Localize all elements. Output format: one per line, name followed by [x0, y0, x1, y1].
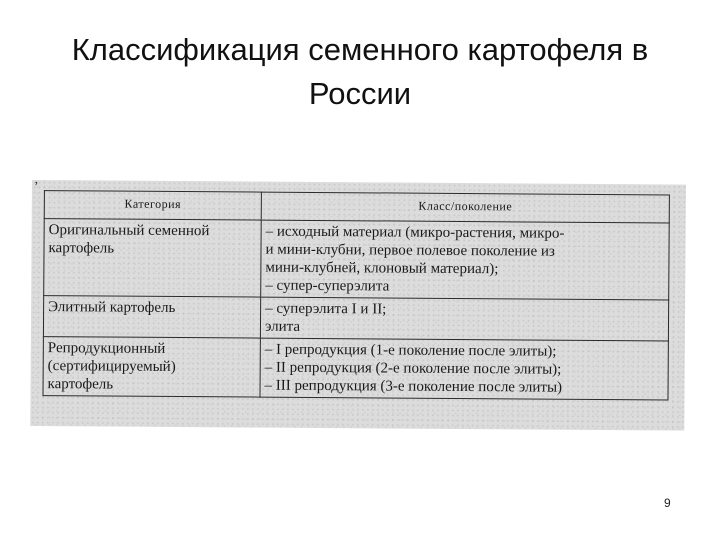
slide-title-line-2: России	[308, 76, 412, 111]
class-cell	[260, 297, 668, 341]
cell-line: и мини-клубни, первое полевое поколение из	[265, 241, 555, 260]
table-row	[44, 219, 670, 300]
cell-line: – III репродукция (3-е поколение после элиты)	[264, 377, 563, 396]
scan-mark: ʼ	[33, 180, 39, 196]
class-cell	[260, 338, 668, 400]
cell-line: картофель	[47, 376, 114, 393]
slide-title-line-1: Классификация семенного картофеля в	[71, 32, 649, 67]
category-cell	[43, 337, 260, 398]
slide-title	[40, 28, 680, 116]
cell-line: Элитный картофель	[48, 299, 176, 317]
class-cell	[261, 220, 670, 300]
cell-line: (сертифицируемый)	[47, 358, 176, 376]
table-header-row	[44, 191, 669, 223]
table-row	[43, 337, 668, 400]
cell-line: Оригинальный семенной	[48, 222, 210, 240]
cell-line: элита	[264, 318, 301, 335]
header-category: Категория	[44, 191, 261, 221]
cell-line: Репродукционный	[47, 340, 166, 357]
header-class: Класс/поколение	[261, 192, 669, 223]
cell-line: – суперэлита I и II;	[265, 300, 387, 318]
category-cell	[44, 219, 262, 298]
cell-line: – исходный материал (микро-растения, микро-	[265, 223, 565, 242]
table-row	[43, 296, 668, 341]
cell-line: – II репродукция (2-е поколение после элиты);	[264, 359, 562, 378]
category-cell	[43, 296, 260, 339]
cell-line: – супер-суперэлита	[265, 277, 390, 295]
cell-line: мини-клубней, клоновый материал);	[265, 259, 499, 278]
cell-line: – I репродукция (1-е поколение после элиты);	[264, 341, 557, 360]
classification-table	[42, 190, 669, 400]
cell-line: картофель	[48, 240, 115, 257]
page-number: 9	[664, 496, 671, 510]
scanned-table-image	[30, 180, 686, 431]
